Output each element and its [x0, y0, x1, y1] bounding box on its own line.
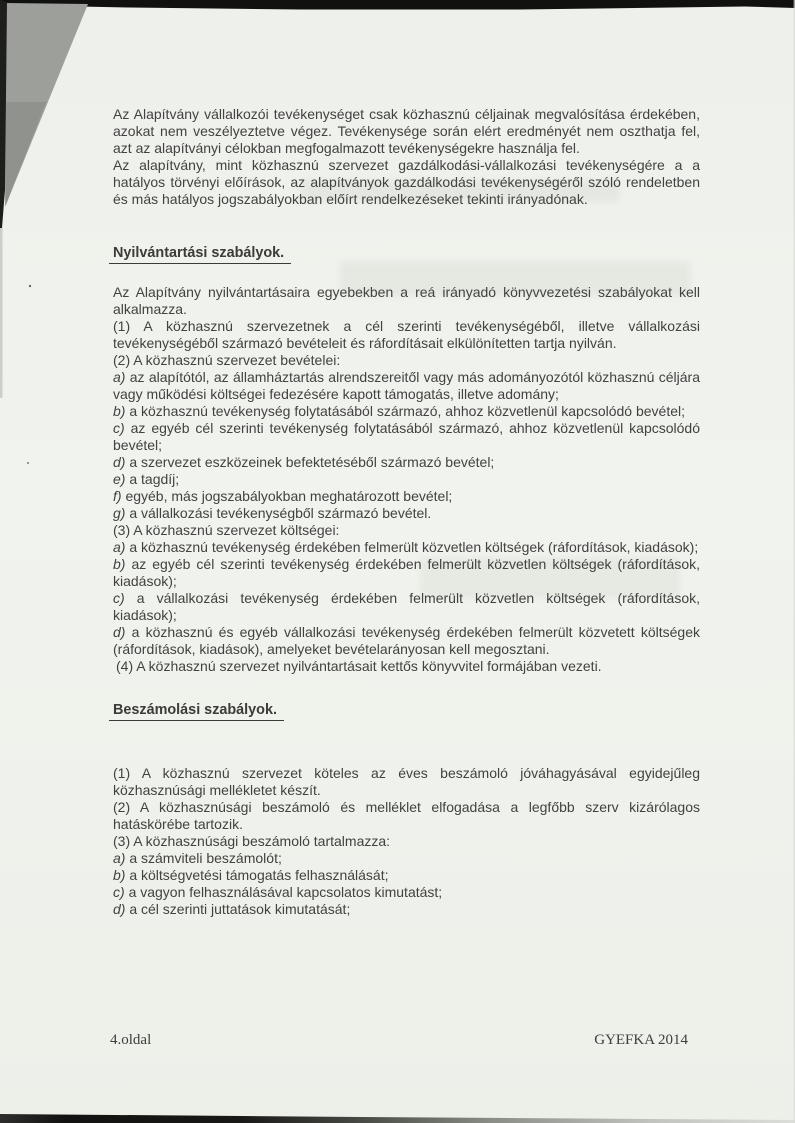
item-marker: c) [113, 590, 137, 606]
item-marker: f) [113, 488, 126, 504]
list-item: d) a közhasznú és egyéb vállalkozási tevékenység érdekében felmerült közvetett költségek (ráfordítások, kiadások), amelyeket bevételarányosan kell megosztani. [113, 624, 700, 657]
item-marker: a) [113, 369, 130, 385]
item-marker: d) [113, 454, 130, 470]
paragraph: (1) A közhasznú szervezetnek a cél szerinti tevékenységéből, illetve vállalkozási tevékenységéből származó bevételeit és ráfordításait elkülönítetten tartja nyilván. [113, 318, 700, 351]
paragraph: (2) A közhasznú szervezet bevételei: [113, 352, 341, 368]
page-footer [110, 1032, 688, 1049]
top-edge-band [0, 0, 795, 10]
list-item: a) a közhasznú tevékenység érdekében felmerült közvetlen költségek (ráfordítások, kiadások); [113, 539, 699, 555]
dust-speck [29, 285, 31, 287]
list-item: d) a szervezet eszközeinek befektetéséből származó bevétel; [113, 454, 495, 470]
item-marker: c) [113, 884, 129, 900]
item-marker: c) [113, 420, 131, 436]
item-marker: d) [113, 901, 130, 917]
item-marker: g) [113, 505, 130, 521]
paragraph: (2) A közhasznúsági beszámoló és melléklet elfogadása a legfőbb szerv kizárólagos hatáskörébe tartozik. [113, 799, 700, 832]
item-marker: a) [113, 850, 130, 866]
corner-wedge [5, 3, 88, 207]
document-code: GYEFKA 2014 [594, 1032, 688, 1048]
list-item: a) az alapítótól, az államháztartás alrendszereitől vagy más adományozótól közhasznú céljára vagy működési költségei fedezésére kapott támogatás, illetve adomány; [113, 369, 700, 402]
list-item: g) a vállalkozási tevékenységből származó bevétel. [113, 505, 432, 521]
list-item: d) a cél szerinti juttatások kimutatását; [113, 901, 351, 917]
item-marker: b) [113, 556, 132, 572]
page-number: 4.oldal [110, 1032, 152, 1048]
paragraph: Az Alapítvány vállalkozói tevékenységet csak közhasznú céljainak megvalósítása érdekében, azokat nem veszélyeztetve végez. Tevékenysége során elért eredményét nem oszthatja fel, azt az alapítványi célokban megfogalmazott tevékenységekre használja fel. [113, 106, 700, 156]
list-item: f) egyéb, más jogszabályokban meghatározott bevétel; [113, 488, 453, 504]
list-item: c) az egyéb cél szerinti tevékenység folytatásából származó, ahhoz közvetlenül kapcsolódó bevétel; [113, 420, 700, 453]
paragraph: (1) A közhasznú szervezet köteles az éves beszámoló jóváhagyásával egyidejűleg közhasznúsági mellékletet készít. [113, 765, 700, 798]
paragraph: (3) A közhasznú szervezet költségei: [113, 522, 340, 538]
dust-speck [27, 462, 29, 464]
bottom-edge-band [0, 1114, 795, 1123]
list-item: e) a tagdíj; [113, 471, 180, 487]
item-marker: e) [113, 471, 130, 487]
list-item: c) a vagyon felhasználásával kapcsolatos kimutatást; [113, 884, 443, 900]
list-item: b) a közhasznú tevékenység folytatásából származó, ahhoz közvetlenül kapcsolódó bevétel; [113, 403, 686, 419]
paragraph: Az Alapítvány nyilvántartásaira egyebekben a reá irányadó könyvvezetési szabályokat kell alkalmazza. [113, 284, 700, 317]
left-edge-strip [0, 0, 7, 228]
section-heading [113, 244, 700, 264]
item-marker: d) [113, 624, 132, 640]
item-marker: b) [113, 867, 130, 883]
list-item: b) a költségvetési támogatás felhasználását; [113, 867, 389, 883]
item-marker: b) [113, 403, 130, 419]
paragraph: Az alapítvány, mint közhasznú szervezet gazdálkodási-vállalkozási tevékenységére a a hatályos törvényi előírások, az alapítványok gazdálkodási tevékenységéről szóló rendeletben és más hatályos jogszabályokban előírt rendelkezéseket tekinti irányadónak. [113, 157, 700, 207]
paragraph: (4) A közhasznú szervezet nyilvántartásait kettős könyvvitel formájában vezeti. [116, 658, 602, 674]
section-heading-text: Beszámolási szabályok. [109, 702, 284, 721]
paragraph: (3) A közhasznúsági beszámoló tartalmazza: [113, 833, 391, 849]
list-item: b) az egyéb cél szerinti tevékenység érdekében felmerült közvetlen költségek (ráfordítások, kiadások); [113, 556, 700, 589]
item-marker: a) [113, 539, 130, 555]
list-item: c) a vállalkozási tevékenység érdekében felmerült közvetlen költségek (ráfordítások, kiadások); [113, 590, 700, 623]
list-item: a) a számviteli beszámolót; [113, 850, 282, 866]
corner-wedge-shadow [6, 102, 46, 205]
section-heading-text: Nyilvántartási szabályok. [109, 245, 291, 264]
document-blocks [113, 106, 700, 918]
left-edge-fade [0, 228, 3, 398]
section-heading [113, 701, 700, 721]
